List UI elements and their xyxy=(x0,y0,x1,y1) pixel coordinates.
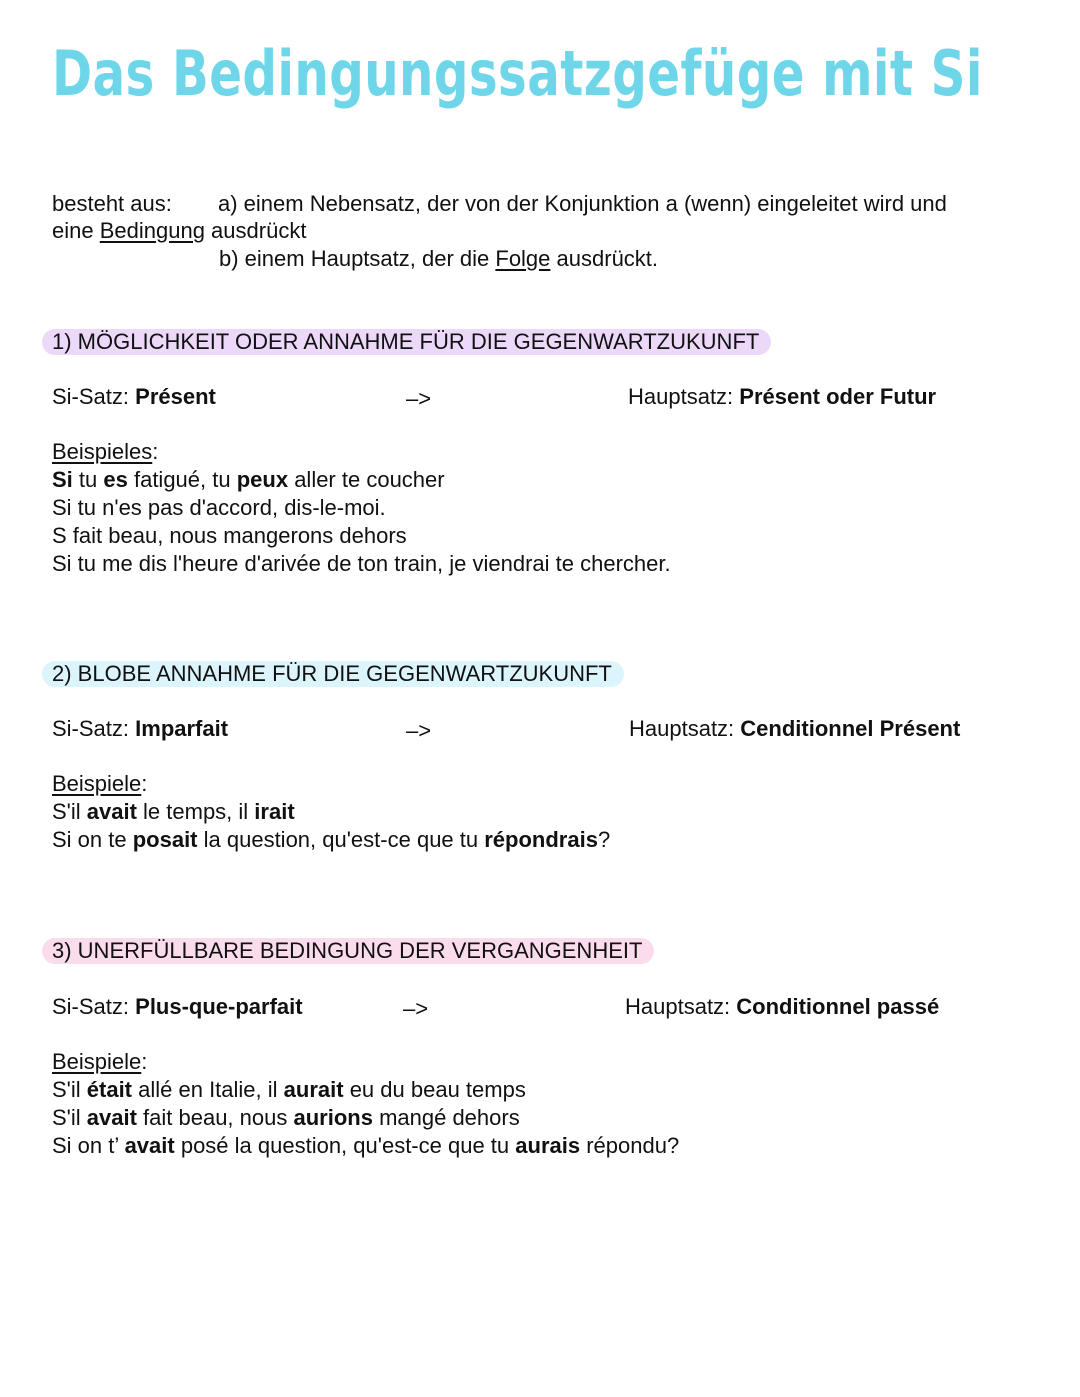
si-satz-label: Si-Satz: xyxy=(52,384,136,409)
example-text: ? xyxy=(597,827,611,852)
example-text: aller te coucher xyxy=(288,467,445,492)
example-text: fatigué, tu xyxy=(127,467,237,492)
hauptsatz-tense: Cenditionnel Présent xyxy=(740,716,961,741)
section-2-hauptsatz xyxy=(629,715,960,743)
arrow-icon: –> xyxy=(406,386,432,411)
hauptsatz-label: Hauptsatz: xyxy=(629,716,741,741)
example-text: tu xyxy=(72,467,104,492)
example-keyword: es xyxy=(103,467,128,492)
intro-text: b) einem Hauptsatz, der die xyxy=(219,246,496,271)
example-text: S'il xyxy=(52,799,87,824)
section-3-example xyxy=(52,1132,679,1160)
example-keyword: aurais xyxy=(515,1133,581,1158)
section-2-example xyxy=(52,798,295,826)
examples-label: Beispiele xyxy=(52,771,142,796)
example-text: S'il xyxy=(52,1105,87,1130)
si-satz-label: Si-Satz: xyxy=(52,716,136,741)
section-2-si-satz xyxy=(52,715,228,743)
section-2-examples-label xyxy=(52,770,147,798)
example-keyword: aurions xyxy=(293,1105,373,1130)
example-text: S fait beau, nous mangerons dehors xyxy=(52,523,407,548)
example-text: allé en Italie, il xyxy=(132,1077,284,1102)
section-1-example xyxy=(52,494,386,522)
examples-colon: : xyxy=(152,439,159,464)
section-3-hauptsatz xyxy=(625,993,939,1021)
section-1-example xyxy=(52,466,445,494)
section-1-heading: 1) MÖGLICHKEIT ODER ANNAHME FÜR DIE GEGENWARTZUKUNFT xyxy=(42,329,771,355)
section-3-example xyxy=(52,1076,526,1104)
arrow-icon: –> xyxy=(403,996,429,1021)
intro-text: ausdrückt xyxy=(204,218,307,243)
section-1-hauptsatz xyxy=(628,383,936,411)
si-satz-label: Si-Satz: xyxy=(52,994,136,1019)
section-2-heading: 2) BLOBE ANNAHME FÜR DIE GEGENWARTZUKUNFT xyxy=(42,661,624,687)
intro-item-a-continued xyxy=(52,217,306,245)
example-keyword: répondrais xyxy=(484,827,598,852)
hauptsatz-label: Hauptsatz: xyxy=(625,994,737,1019)
example-keyword: aurait xyxy=(283,1077,344,1102)
example-keyword: irait xyxy=(254,799,295,824)
si-satz-tense: Imparfait xyxy=(135,716,229,741)
intro-text: eine xyxy=(52,218,100,243)
example-text: posé la question, qu'est-ce que tu xyxy=(174,1133,516,1158)
example-text: S'il xyxy=(52,1077,87,1102)
hauptsatz-tense: Conditionnel passé xyxy=(736,994,940,1019)
example-text: Si tu me dis l'heure d'arivée de ton train, je viendrai te chercher. xyxy=(52,551,671,576)
intro-item-a: a) einem Nebensatz, der von der Konjunktion a (wenn) eingeleitet wird und xyxy=(218,191,947,216)
section-3-heading: 3) UNERFÜLLBARE BEDINGUNG DER VERGANGENHEIT xyxy=(42,938,654,964)
section-1-examples-label xyxy=(52,438,158,466)
examples-colon: : xyxy=(141,1049,148,1074)
example-text: répondu? xyxy=(580,1133,680,1158)
hauptsatz-label: Hauptsatz: xyxy=(628,384,740,409)
examples-colon: : xyxy=(141,771,148,796)
section-1-si-satz xyxy=(52,383,216,411)
page-title: Das Bedingungssatzgefüge mit Si xyxy=(52,37,983,110)
arrow-icon: –> xyxy=(406,718,432,743)
bedingung-term: Bedingung xyxy=(99,218,205,243)
example-keyword: peux xyxy=(236,467,289,492)
section-2-example xyxy=(52,826,610,854)
hauptsatz-tense: Présent oder Futur xyxy=(739,384,937,409)
example-keyword: était xyxy=(86,1077,133,1102)
intro-item-b xyxy=(219,245,658,273)
example-text: Si on t’ xyxy=(52,1133,125,1158)
section-3-si-satz xyxy=(52,993,303,1021)
folge-term: Folge xyxy=(495,246,551,271)
intro-text: ausdrückt. xyxy=(550,246,659,271)
si-satz-tense: Plus-que-parfait xyxy=(135,994,303,1019)
example-keyword: Si xyxy=(52,467,73,492)
example-text: Si on te xyxy=(52,827,133,852)
examples-label: Beispiele xyxy=(52,1049,142,1074)
example-keyword: avait xyxy=(86,799,137,824)
example-text: le temps, il xyxy=(136,799,255,824)
example-keyword: posait xyxy=(132,827,198,852)
section-3-example xyxy=(52,1104,520,1132)
section-3-examples-label xyxy=(52,1048,147,1076)
section-1-example xyxy=(52,550,671,578)
example-text: fait beau, nous xyxy=(136,1105,294,1130)
example-text: Si tu n'es pas d'accord, dis-le-moi. xyxy=(52,495,386,520)
si-satz-tense: Présent xyxy=(135,384,216,409)
example-text: mangé dehors xyxy=(372,1105,520,1130)
example-text: eu du beau temps xyxy=(343,1077,526,1102)
example-keyword: avait xyxy=(86,1105,137,1130)
example-keyword: avait xyxy=(124,1133,175,1158)
intro-label: besteht aus: xyxy=(52,191,172,216)
example-text: la question, qu'est-ce que tu xyxy=(197,827,485,852)
section-1-example xyxy=(52,522,407,550)
examples-label: Beispieles xyxy=(52,439,153,464)
